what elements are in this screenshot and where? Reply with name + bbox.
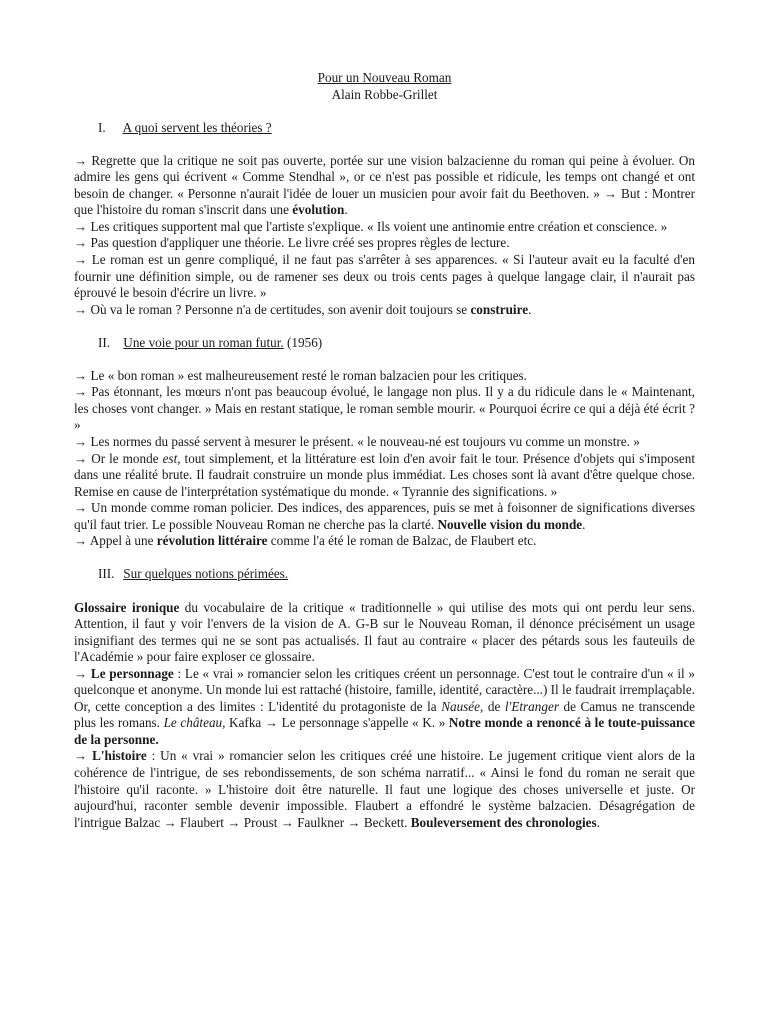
bold-run: Notre monde a renoncé à le toute-puissance de la personne. (74, 715, 695, 747)
text-run: . (528, 301, 532, 317)
arrow-run: → (74, 665, 91, 681)
section-1-heading (74, 120, 695, 137)
section-2-paragraph-6 (74, 533, 695, 550)
section-2-paragraph-2: → Pas étonnant, les mœurs n'ont pas beaucoup évolué, le langage non plus. Il y a du ridicule dans le « Maintenant, les choses vont changer. » Mais en restant statique, le roman semble mourir. « Pourquoi écrire ce qui a déjà été écrit ? » (74, 384, 695, 433)
bold-run: Glossaire ironique (74, 599, 180, 615)
document-page (74, 70, 695, 831)
section-3-title: Sur quelques notions périmées. (123, 566, 289, 582)
arrow-run: → (74, 748, 93, 764)
text-run: du vocabulaire de la critique « traditionnelle » qui utilise des mots qui ont perdu leur sens. Attention, il faut y voir l'envers de la vision de A. G-B sur le Nouveau Roman, il dénonce précisément un usage insignifiant des termes qui ne se sont pas actualisés. Il faut au contraire « placer des pétards sous les fauteuils de l'Académie » pour faire exploser ce glossaire. (74, 599, 695, 665)
section-2-paragraph-5 (74, 500, 695, 533)
section-3-heading (74, 566, 695, 583)
section-1-paragraph-3: → Pas question d'appliquer une théorie. Le livre créé ses propres règles de lecture. (74, 235, 510, 251)
bold-run: évolution (292, 202, 345, 218)
text-run: → Regrette que la critique ne soit pas ouverte, portée sur une vision balzacienne du roman qui peine à évoluer. On admire les gens qui écrivent « Comme Stendhal », or ce n'est pas possible et ridicule, les temps ont changé et ont besoin de changer. « Personne n'aurait l'idée de louer un musicien pour avoir fait du Beethoven. » → But : Montrer que l'histoire du roman s'inscrit dans une (74, 152, 695, 218)
italic-run: Le château (163, 715, 223, 731)
text-run: → Où va le roman ? Personne n'a de certitudes, son avenir doit toujours se (74, 301, 471, 317)
section-2-number: II. (98, 334, 111, 350)
text-run: → Un monde comme roman policier. Des indices, des apparences, puis se met à foisonner de significations diverses qu'il faut trier. Le possible Nouveau Roman ne cherche pas la clarté. (74, 500, 695, 532)
text-run: : Un « vrai » romancier selon les critiques créé une histoire. Le jugement critique vient alors de la cohérence de l'intrigue, de ses rebondissements, de son schéma narratif... « Ainsi le fond du roman ne serait que l'histoire qu'il raconte. » L'histoire doit être naturelle. Il faut une logique des choses universelle et juste. Or aujourd'hui, raconter semble devenir impossible. Flaubert a effondré le système balzacien. Désagrégation de l'intrigue Balzac → Flaubert → Proust → Faulkner → Beckett. (74, 748, 696, 830)
italic-run: l'Etranger (504, 698, 559, 714)
section-1-paragraph-2: → Les critiques supportent mal que l'artiste s'explique. « Ils voient une antinomie entre création et conscience. » (74, 218, 668, 234)
text-run: de Camus ne transcende plus les romans. (74, 698, 696, 731)
section-2-paragraph-4 (74, 451, 695, 501)
section-1-paragraph-4: → Le roman est un genre compliqué, il ne faut pas s'arrêter à ses apparences. « Si l'auteur avait eu la faculté d'en fournir une définition simple, ou de ramener ses deux ou trois cents pages à quelque langage clair, il n'aurait pas éprouvé le besoin d'écrire un livre. » (74, 252, 695, 301)
italic-run: Nausée (441, 698, 481, 714)
section-3-paragraph-3 (74, 748, 695, 831)
document-title: Pour un Nouveau Roman (317, 70, 452, 85)
section-2-title: Une voie pour un roman futur. (123, 334, 284, 350)
bold-run: Nouvelle vision du monde (437, 516, 583, 532)
italic-run: est (162, 450, 178, 466)
document-author: Alain Robbe-Grillet (331, 86, 438, 102)
section-1-number: I. (98, 119, 106, 135)
section-1-title: A quoi servent les théories ? (122, 119, 272, 135)
text-run: → Appel à une (74, 533, 157, 549)
section-2-paragraph-3: → Les normes du passé servent à mesurer le présent. « le nouveau-né est toujours vu comme un monstre. » (74, 434, 640, 450)
section-2-year: (1956) (283, 334, 323, 350)
bold-run: révolution littéraire (156, 533, 268, 549)
bold-run: Le personnage (90, 665, 174, 681)
section-2-paragraph-1: → Le « bon roman » est malheureusement resté le roman balzacien pour les critiques. (74, 367, 527, 383)
section-3-paragraph-1 (74, 600, 695, 666)
section-3-number: III. (98, 566, 115, 582)
section-2-heading (74, 335, 695, 352)
section-1-paragraph-1 (74, 153, 695, 219)
text-run: . (596, 814, 600, 830)
text-run: . (582, 516, 586, 532)
text-run: . (344, 202, 348, 218)
bold-run: L'histoire (92, 748, 147, 764)
bold-run: construire (470, 301, 529, 317)
text-run: : Le « vrai » romancier selon les critiques créent un personnage. C'est tout le contraire d'un « il » quelconque et anonyme. Un monde lui est rattaché (histoire, famille, identité, caractère...) Il le faudrait irremplaçable. Or, cette conception a des limites : L'identité du protagoniste de la (74, 665, 696, 714)
section-3-paragraph-2 (74, 666, 695, 749)
text-run: comme l'a été le roman de Balzac, de Flaubert etc. (267, 533, 537, 549)
section-1-paragraph-5 (74, 302, 695, 319)
text-run: , tout simplement, et la littérature est loin d'en avoir fait le tour. Présence d'objets qui s'imposent dans une réalité brute. Il faudrait construire un monde plus immédiat. Les choses sont là avant d'être quelque chose. Remise en cause de l'interprétation systématique du monde. « Tyrannie des significations. » (74, 450, 696, 499)
document-title-block (74, 70, 695, 103)
bold-run: Bouleversement des chronologies (410, 814, 597, 830)
text-run: , de (480, 698, 505, 714)
text-run: → Or le monde (74, 450, 163, 466)
text-run: , Kafka → Le personnage s'appelle « K. » (222, 715, 449, 731)
